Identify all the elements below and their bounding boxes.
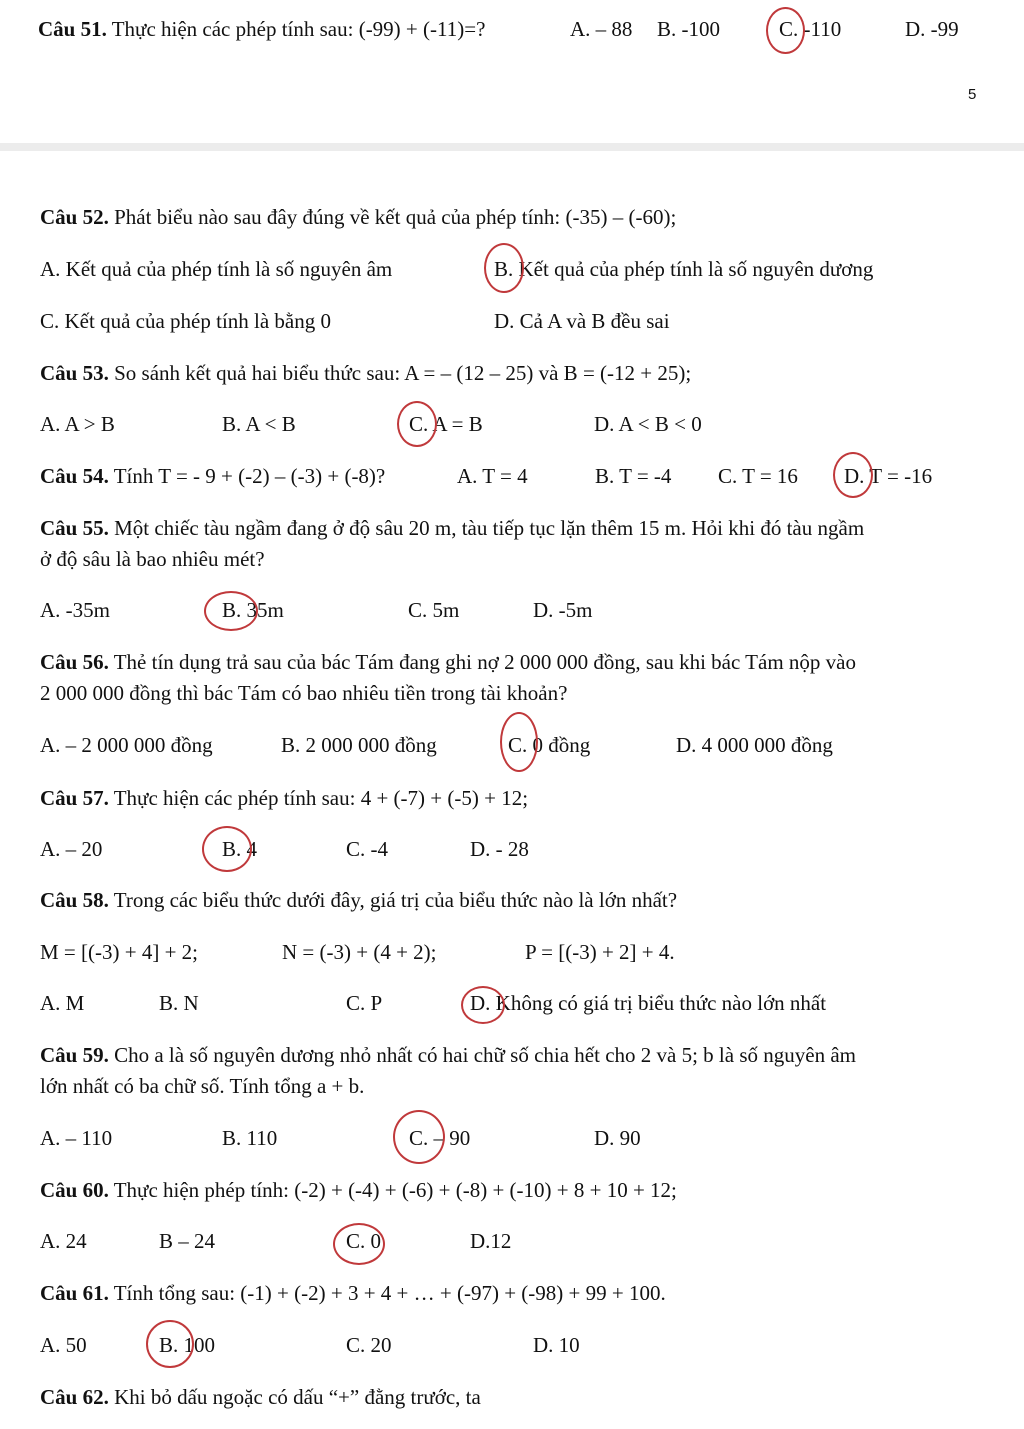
question-label: Câu 55.	[40, 516, 109, 540]
option-a: A. A > B	[40, 412, 115, 436]
question-text: Thực hiện phép tính: (-2) + (-4) + (-6) + (-8) + (-10) + 8 + 10 + 12;	[113, 1178, 677, 1202]
expression-n: N = (-3) + (4 + 2);	[282, 940, 437, 964]
option-a: A. – 88	[570, 17, 633, 41]
question-text: Một chiếc tàu ngầm đang ở độ sâu 20 m, tàu tiếp tục lặn thêm 15 m. Hỏi khi đó tàu ngầm	[108, 516, 865, 540]
option-c: C. T = 16	[718, 464, 798, 488]
option-b: B. T = -4	[595, 464, 672, 488]
question-60	[40, 1177, 677, 1203]
question-text: Thực hiện các phép tính sau: (-99) + (-11)=?	[111, 17, 486, 41]
option-a: A. – 110	[40, 1126, 113, 1150]
option-b: B. 100	[159, 1333, 216, 1357]
option-a: A. T = 4	[457, 464, 528, 488]
option-b: B. -100	[657, 17, 720, 41]
question-52	[40, 204, 676, 230]
answer-circle-mark	[333, 1223, 385, 1265]
question-text: Cho a là số nguyên dương nhỏ nhất có hai chữ số chia hết cho 2 và 5; b là số nguyên âm	[114, 1043, 856, 1067]
option-b: B. 4	[222, 837, 258, 861]
question-label: Câu 62.	[40, 1385, 109, 1409]
question-51	[38, 16, 485, 42]
option-c: C. 0	[346, 1229, 382, 1253]
option-d: D. - 28	[470, 837, 529, 861]
answer-circle-mark	[766, 7, 805, 54]
option-a: A. -35m	[40, 598, 110, 622]
question-62	[40, 1384, 481, 1410]
option-a: A. – 2 000 000 đồng	[40, 733, 213, 757]
question-text: Tính tổng sau: (-1) + (-2) + 3 + 4 + … + (-97) + (-98) + 99 + 100.	[113, 1281, 666, 1305]
question-59	[40, 1042, 856, 1068]
option-d: D. 4 000 000 đồng	[676, 733, 833, 757]
answer-circle-mark	[397, 401, 437, 447]
option-d: D. 90	[594, 1126, 641, 1150]
option-c: C. 20	[346, 1333, 392, 1357]
option-c: C. -110	[779, 17, 842, 41]
option-a: A. Kết quả của phép tính là số nguyên âm	[40, 257, 393, 281]
option-d: D. -99	[905, 17, 959, 41]
question-text: Thực hiện các phép tính sau: 4 + (-7) + (-5) + 12;	[113, 786, 529, 810]
page-separator	[0, 143, 1024, 151]
question-label: Câu 60.	[40, 1178, 109, 1202]
question-label: Câu 56.	[40, 650, 109, 674]
question-text: Khi bỏ dấu ngoặc có dấu “+” đằng trước, ta	[114, 1385, 481, 1409]
option-a: A. 50	[40, 1333, 87, 1357]
option-b: B. 35m	[222, 598, 284, 622]
option-b: B. N	[159, 991, 199, 1015]
option-d: D. T = -16	[844, 464, 933, 488]
expression-p: P = [(-3) + 2] + 4.	[525, 940, 675, 964]
option-d: D. 10	[533, 1333, 580, 1357]
answer-circle-mark	[204, 591, 258, 631]
option-c: C. – 90	[409, 1126, 471, 1150]
answer-circle-mark	[500, 712, 538, 772]
option-b: B. 2 000 000 đồng	[281, 733, 437, 757]
option-a: A. – 20	[40, 837, 103, 861]
question-text: Thẻ tín dụng trả sau của bác Tám đang ghi nợ 2 000 000 đồng, sau khi bác Tám nộp vào	[113, 650, 856, 674]
question-label: Câu 61.	[40, 1281, 109, 1305]
question-text-line2: 2 000 000 đồng thì bác Tám có bao nhiêu tiền trong tài khoản?	[40, 681, 568, 705]
option-a: A. 24	[40, 1229, 87, 1253]
option-d: D. A < B < 0	[594, 412, 702, 436]
answer-circle-mark	[833, 452, 873, 498]
question-label: Câu 53.	[40, 361, 109, 385]
question-label: Câu 54.	[40, 464, 109, 488]
option-a: A. M	[40, 991, 85, 1015]
answer-circle-mark	[202, 826, 252, 872]
question-label: Câu 59.	[40, 1043, 109, 1067]
expression-m: M = [(-3) + 4] + 2;	[40, 940, 199, 964]
answer-circle-mark	[393, 1110, 445, 1164]
answer-circle-mark	[461, 986, 505, 1024]
option-d: D. -5m	[533, 598, 593, 622]
option-d: D. Cả A và B đều sai	[494, 309, 670, 333]
question-text: Tính T = - 9 + (-2) – (-3) + (-8)?	[113, 464, 386, 488]
question-61	[40, 1280, 666, 1306]
question-text-line2: ở độ sâu là bao nhiêu mét?	[40, 547, 265, 571]
answer-circle-mark	[484, 243, 524, 293]
answer-circle-mark	[146, 1320, 194, 1368]
page-number: 5	[968, 86, 977, 103]
option-c: C. 0 đồng	[508, 733, 591, 757]
question-55	[40, 515, 864, 541]
question-label: Câu 58.	[40, 888, 109, 912]
question-54	[40, 463, 385, 489]
question-label: Câu 52.	[40, 205, 109, 229]
question-text: Trong các biểu thức dưới đây, giá trị của biểu thức nào là lớn nhất?	[113, 888, 678, 912]
option-d: D. Không có giá trị biểu thức nào lớn nhất	[470, 991, 827, 1015]
question-58	[40, 887, 677, 913]
question-57	[40, 785, 528, 811]
question-56	[40, 649, 856, 675]
option-d: D.12	[470, 1229, 512, 1253]
option-b: B. A < B	[222, 412, 296, 436]
option-b: B. 110	[222, 1126, 278, 1150]
question-label: Câu 51.	[38, 17, 107, 41]
question-text-line2: lớn nhất có ba chữ số. Tính tổng a + b.	[40, 1074, 365, 1098]
question-text: So sánh kết quả hai biểu thức sau: A = – (12 – 25) và B = (-12 + 25);	[114, 361, 692, 385]
question-text: Phát biểu nào sau đây đúng về kết quả của phép tính: (-35) – (-60);	[114, 205, 677, 229]
option-c: C. P	[346, 991, 383, 1015]
question-53	[40, 360, 691, 386]
option-b: B – 24	[159, 1229, 216, 1253]
question-label: Câu 57.	[40, 786, 109, 810]
option-c: C. 5m	[408, 598, 460, 622]
option-b: B. Kết quả của phép tính là số nguyên dương	[494, 257, 874, 281]
option-c: C. A = B	[409, 412, 483, 436]
option-c: C. Kết quả của phép tính là bằng 0	[40, 309, 332, 333]
option-c: C. -4	[346, 837, 388, 861]
